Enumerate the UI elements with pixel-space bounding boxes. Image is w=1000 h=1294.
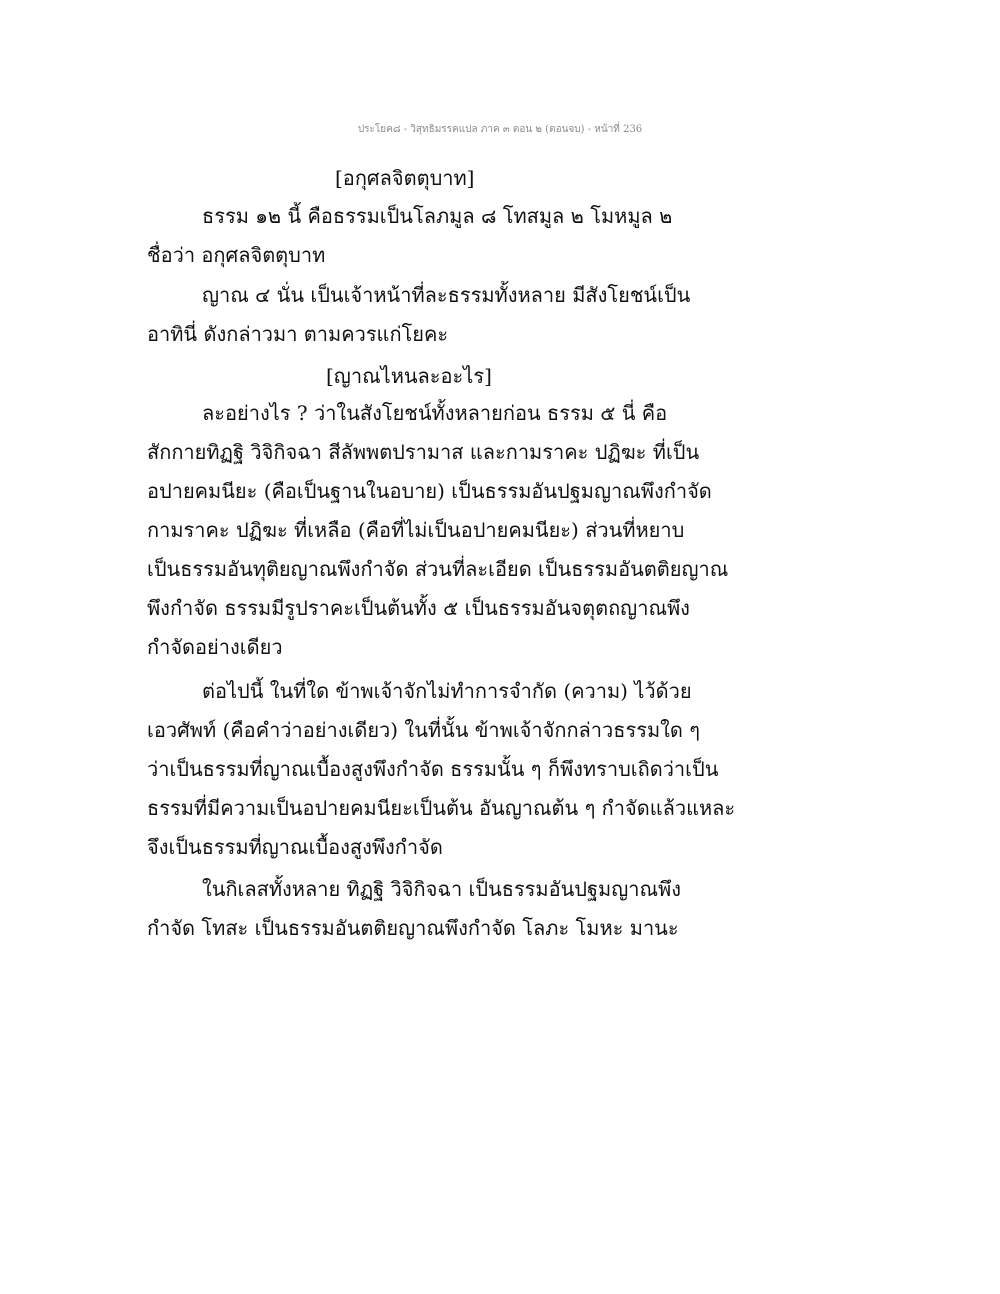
page-header: ประโยค๘ - วิสุทธิมรรคแปล ภาค ๓ ตอน ๒ (ตอนจบ) - หน้าที่ 236: [357, 124, 643, 135]
paragraph-line: เป็นธรรมอันทุติยญาณพึงกำจัด ส่วนที่ละเอียด เป็นธรรมอันตติยญาณ: [147, 557, 729, 581]
paragraph-line: ในกิเลสทั้งหลาย ทิฏฐิ วิจิกิจฉา เป็นธรรมอันปฐมญาณพึง: [202, 877, 681, 901]
paragraph-line: เอวศัพท์ (คือคำว่าอย่างเดียว) ในที่นั้น ข้าพเจ้าจักกล่าวธรรมใด ๆ: [147, 718, 700, 742]
paragraph-line: สักกายทิฏฐิ วิจิกิจฉา สีลัพพตปรามาส และกามราคะ ปฏิฆะ ที่เป็น: [147, 440, 700, 464]
paragraph-line: ต่อไปนี้ ในที่ใด ข้าพเจ้าจักไม่ทำการจำกัด (ความ) ไว้ด้วย: [202, 679, 692, 703]
paragraph-line: อปายคมนียะ (คือเป็นฐานในอบาย) เป็นธรรมอันปฐมญาณพึงกำจัด: [147, 479, 712, 503]
paragraph-line: ธรรมที่มีความเป็นอปายคมนียะเป็นต้น อันญาณต้น ๆ กำจัดแล้วแหละ: [147, 796, 736, 820]
section-heading-akusala: [อกุศลจิตตุบาท]: [335, 166, 475, 190]
paragraph-line: ว่าเป็นธรรมที่ญาณเบื้องสูงพึงกำจัด ธรรมนั้น ๆ ก็พึงทราบเถิดว่าเป็น: [147, 757, 719, 781]
paragraph-line: ละอย่างไร ? ว่าในสังโยชน์ทั้งหลายก่อน ธรรม ๕ นี่ คือ: [202, 401, 668, 425]
paragraph-line: อาทินี่ ดังกล่าวมา ตามควรแก่โยคะ: [147, 322, 449, 346]
paragraph-line: กำจัดอย่างเดียว: [147, 635, 283, 659]
paragraph-line: ชื่อว่า อกุศลจิตตุบาท: [147, 243, 326, 267]
paragraph-line: จึงเป็นธรรมที่ญาณเบื้องสูงพึงกำจัด: [147, 835, 443, 859]
paragraph-line: กามราคะ ปฏิฆะ ที่เหลือ (คือที่ไม่เป็นอปายคมนียะ) ส่วนที่หยาบ: [147, 518, 685, 542]
paragraph-line: พึงกำจัด ธรรมมีรูปราคะเป็นต้นทั้ง ๕ เป็นธรรมอันจตุตถญาณพึง: [147, 596, 690, 620]
paragraph-line: กำจัด โทสะ เป็นธรรมอันตติยญาณพึงกำจัด โลภะ โมหะ มานะ: [147, 916, 679, 940]
paragraph-line: ธรรม ๑๒ นี้ คือธรรมเป็นโลภมูล ๘ โทสมูล ๒ โมหมูล ๒: [202, 204, 673, 228]
section-heading-nana: [ญาณไหนละอะไร]: [326, 364, 492, 388]
paragraph-line: ญาณ ๔ นั่น เป็นเจ้าหน้าที่ละธรรมทั้งหลาย มีสังโยชน์เป็น: [202, 283, 691, 307]
